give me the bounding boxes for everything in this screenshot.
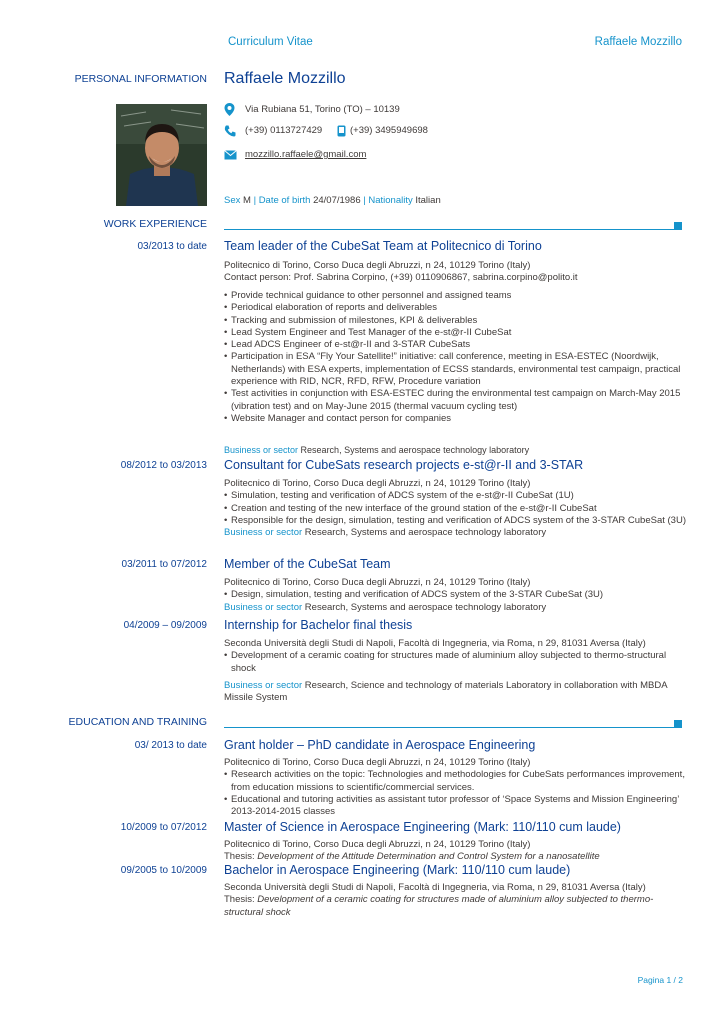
list-item: • Participation in ESA “Fly Your Satellite!” initiative: call conference, meeting in ESA-ESTEC (Noordwijk, Netherlands) with ESA experts, implementation of ECSS standards, environmental test campaign, practical experience with RID, NCR, RFD, RFW, Procedure variation — [224, 351, 686, 388]
education-details — [224, 882, 686, 919]
address-text: Via Rubiana 51, Torino (TO) – 10139 — [245, 104, 400, 115]
list-item: • Lead System Engineer and Test Manager of the e-st@r-II CubeSat — [224, 327, 686, 339]
list-item: • Design, simulation, testing and verification of ADCS system of the 3-STAR CubeSat (3U) — [224, 589, 686, 601]
thesis-title: Development of a ceramic coating for structures made of aluminium alloy subjected to thermo-structural shock — [224, 894, 654, 918]
separator: | — [363, 195, 366, 206]
list-item: • Development of a ceramic coating for structures made of aluminium alloy subjected to thermo-structural shock — [224, 650, 686, 675]
business-label: Business or sector — [224, 601, 303, 613]
list-item: • Creation and testing of the new interface of the ground station of the e-st@r-II CubeSat — [224, 503, 686, 515]
business-value: Research, Science and technology of materials Laboratory in collaboration with MBDA Missile System — [224, 679, 668, 704]
institution-line: Politecnico di Torino, Corso Duca degli Abruzzi, n 24, 10129 Torino (Italy) — [224, 839, 531, 850]
business-value: Research, Systems and aerospace technology laboratory — [304, 527, 547, 539]
business-value: Research, Systems and aerospace technology laboratory — [304, 601, 547, 613]
separator: | — [253, 195, 257, 206]
job-date: 03/2011 to 07/2012 — [121, 559, 207, 570]
mobile-text: (+39) 3495949698 — [350, 125, 428, 136]
job-date: 04/2009 – 09/2009 — [123, 620, 207, 631]
education-date: 09/2005 to 10/2009 — [120, 865, 207, 876]
thesis-title: Development of the Attitude Determination and Control System for a nanosatellite — [257, 851, 600, 863]
section-divider — [224, 229, 674, 230]
header-cv-title: Curriculum Vitae — [228, 36, 313, 48]
email-link[interactable]: mozzillo.raffaele@gmail.com — [245, 149, 367, 160]
education-title: Bachelor in Aerospace Engineering (Mark: 110/110 cum laude) — [224, 863, 571, 877]
education-date: 10/2009 to 07/2012 — [120, 822, 207, 833]
section-label-personal: PERSONAL INFORMATION — [74, 73, 207, 85]
section-label-education: EDUCATION AND TRAINING — [68, 716, 207, 728]
mobile-phone-icon — [337, 125, 346, 140]
list-item: • Tracking and submission of milestones, KPI & deliverables — [224, 315, 686, 327]
phone-icon — [224, 125, 236, 140]
list-item: • Provide technical guidance to other personnel and assigned teams — [224, 290, 686, 302]
job-title: Internship for Bachelor final thesis — [224, 618, 413, 632]
section-label-work: WORK EXPERIENCE — [103, 218, 207, 230]
business-label: Business or sector — [224, 527, 303, 539]
phone-text: (+39) 0113727429 — [245, 125, 323, 136]
business-label: Business or sector — [224, 679, 303, 691]
job-date: 03/2013 to date — [137, 241, 207, 252]
thesis-line — [224, 851, 686, 863]
employer-line: Politecnico di Torino, Corso Duca degli Abruzzi, n 24, 10129 Torino (Italy) — [224, 577, 531, 588]
thesis-label: Thesis: — [224, 851, 255, 863]
list-item: • Educational and tutoring activities as assistant tutor professor of ‘Space Systems and Mission Engineering’ 2013-2014-2015 classes — [224, 794, 686, 819]
list-item: • Test activities in conjunction with ESA-ESTEC during the environmental test campaign on March-May 2015 (vibration test) and on May-June 2015 (thermal vacuum cycling test) — [224, 388, 686, 413]
nationality-value: Italian — [415, 195, 441, 206]
education-details — [224, 757, 686, 818]
contact-line: Contact person: Prof. Sabrina Corpino, (+39) 0110906867, sabrina.corpino@polito.it — [224, 272, 578, 284]
business-sector — [224, 527, 686, 539]
list-item: • Periodical elaboration of reports and deliverables — [224, 302, 686, 314]
job-date: 08/2012 to 03/2013 — [120, 460, 207, 471]
personal-details-line — [224, 195, 441, 206]
employer-line: Seconda Università degli Studi di Napoli, Facoltà di Ingegneria, via Roma, n 29, 81031 Aversa (Italy) — [224, 638, 646, 649]
thesis-line — [224, 894, 686, 919]
institution-line: Politecnico di Torino, Corso Duca degli Abruzzi, n 24, 10129 Torino (Italy) — [224, 757, 531, 768]
dob-value: 24/07/1986 — [313, 195, 361, 206]
list-item: • Website Manager and contact person for companies — [224, 413, 686, 425]
list-item: • Simulation, testing and verification of ADCS system of the e-st@r-II CubeSat (1U) — [224, 490, 686, 502]
employer-line: Politecnico di Torino, Corso Duca degli Abruzzi, n 24, 10129 Torino (Italy) — [224, 478, 531, 489]
email-icon — [224, 150, 237, 163]
location-pin-icon — [224, 103, 235, 119]
job-bullets — [224, 290, 686, 425]
job-details — [224, 260, 686, 285]
thesis-label: Thesis: — [224, 894, 255, 906]
education-date: 03/ 2013 to date — [134, 740, 207, 751]
sex-label: Sex — [224, 195, 241, 206]
job-title: Team leader of the CubeSat Team at Politecnico di Torino — [224, 239, 542, 253]
education-title: Grant holder – PhD candidate in Aerospace Engineering — [224, 738, 536, 752]
job-title: Consultant for CubeSats research projects e-st@r-II and 3-STAR — [224, 458, 584, 472]
section-divider-marker — [674, 222, 682, 230]
business-sector — [224, 680, 686, 705]
job-title: Member of the CubeSat Team — [224, 557, 391, 571]
dob-label: Date of birth — [258, 195, 311, 206]
list-item: • Responsible for the design, simulation, testing and verification of ADCS system of the 3-STAR CubeSat (3U) — [224, 515, 686, 527]
education-details — [224, 839, 686, 864]
list-item: • Research activities on the topic: Technologies and methodologies for CubeSats performances improvement, from education missions to scientific/commercial services. — [224, 769, 686, 794]
business-sector — [224, 602, 686, 614]
section-divider-marker — [674, 720, 682, 728]
job-details — [224, 478, 686, 539]
institution-line: Seconda Università degli Studi di Napoli, Facoltà di Ingegneria, via Roma, n 29, 81031 Aversa (Italy) — [224, 882, 646, 893]
business-sector — [224, 444, 686, 456]
job-details — [224, 577, 686, 614]
education-title: Master of Science in Aerospace Engineering (Mark: 110/110 cum laude) — [224, 820, 621, 834]
business-value: Research, Systems and aerospace technology laboratory — [300, 445, 530, 455]
person-name: Raffaele Mozzillo — [224, 70, 346, 87]
profile-photo — [116, 104, 207, 206]
employer-line: Politecnico di Torino, Corso Duca degli Abruzzi, n 24, 10129 Torino (Italy) — [224, 260, 531, 271]
nationality-label: Nationality — [368, 195, 413, 206]
sex-value: M — [243, 195, 251, 206]
job-details — [224, 638, 686, 704]
page-number: Pagina 1 / 2 — [637, 975, 683, 985]
section-divider — [224, 727, 674, 728]
header-name: Raffaele Mozzillo — [594, 36, 682, 48]
list-item: • Lead ADCS Engineer of e-st@r-II and 3-STAR CubeSats — [224, 339, 686, 351]
business-label: Business or sector — [224, 445, 299, 455]
